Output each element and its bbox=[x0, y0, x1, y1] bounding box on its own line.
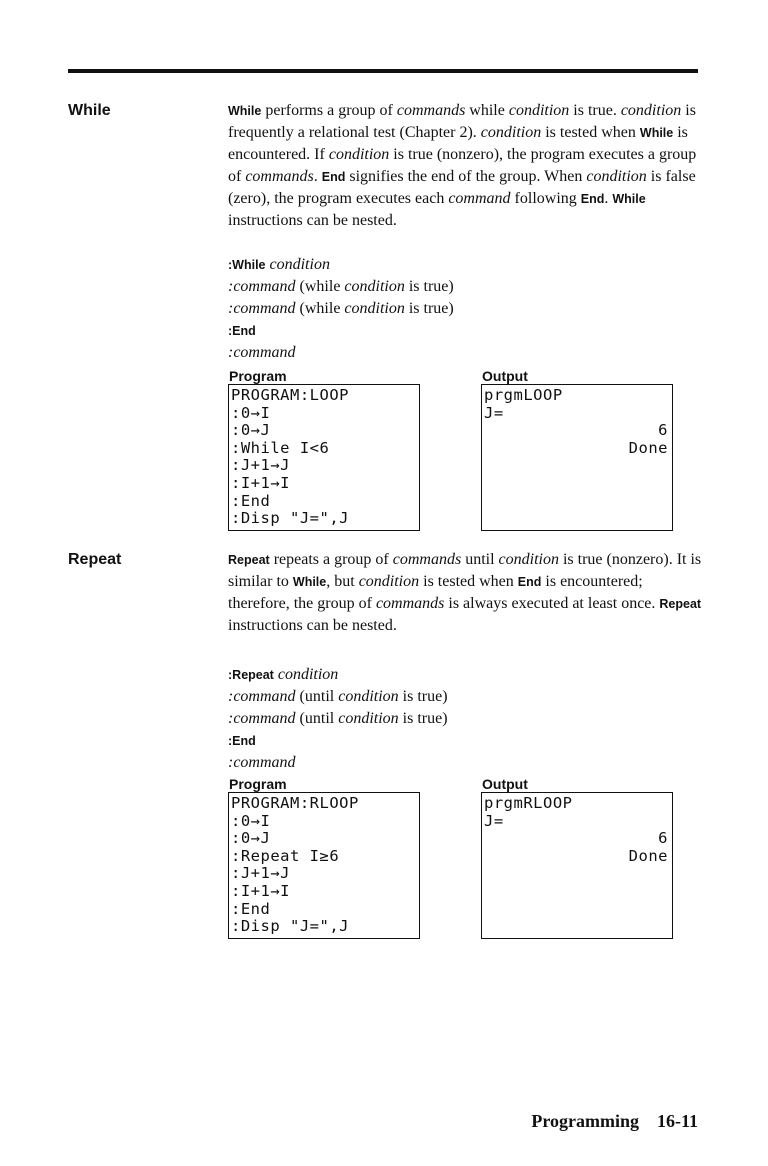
text: repeats a group of bbox=[269, 551, 393, 568]
text: following bbox=[510, 190, 581, 207]
var-commands: commands bbox=[392, 551, 462, 568]
kw-end: :End bbox=[228, 734, 256, 748]
text: signifies the end of the group. When bbox=[345, 168, 587, 185]
program-screen bbox=[228, 792, 420, 939]
screen-line: :Disp "J=",J bbox=[231, 509, 349, 528]
text: is true) bbox=[398, 710, 448, 727]
screen-line: J= bbox=[484, 811, 504, 830]
screen-line: :While I<6 bbox=[231, 438, 330, 457]
syntax-line bbox=[228, 686, 688, 708]
var-condition: condition bbox=[344, 300, 405, 317]
repeat-heading: Repeat bbox=[68, 551, 122, 568]
output-label: Output bbox=[482, 776, 528, 792]
kw-end: End bbox=[517, 575, 542, 589]
screen-line: :0→I bbox=[231, 811, 271, 830]
text: performs a group of bbox=[261, 102, 397, 119]
var-condition: condition bbox=[344, 278, 405, 295]
program-screen bbox=[228, 384, 420, 531]
screen-line: PROGRAM:RLOOP bbox=[231, 794, 359, 812]
var-condition: condition bbox=[269, 256, 330, 273]
output-screen bbox=[481, 384, 673, 531]
var-condition: condition bbox=[277, 666, 339, 683]
var-condition: condition bbox=[338, 710, 399, 727]
screen-line: :I+1→I bbox=[231, 473, 290, 492]
screen-line: Done bbox=[628, 438, 668, 457]
var-condition: condition bbox=[586, 168, 647, 185]
syntax-line bbox=[228, 730, 688, 752]
var-commands: commands bbox=[245, 168, 314, 185]
var-condition: condition bbox=[480, 124, 542, 141]
kw-end: End bbox=[580, 192, 605, 206]
while-description bbox=[228, 100, 706, 232]
screen-line: prgmLOOP bbox=[484, 386, 563, 404]
text: is false (zero), the program executes each bbox=[228, 168, 696, 207]
text: (while bbox=[295, 300, 345, 317]
var-condition: condition bbox=[498, 551, 559, 568]
screen-line: :Repeat I≥6 bbox=[231, 846, 340, 865]
text: is encountered. If bbox=[228, 124, 688, 163]
program-label: Program bbox=[229, 368, 287, 384]
text: is encountered; therefore, the group of bbox=[228, 573, 643, 612]
var-command: :command bbox=[228, 710, 296, 727]
text: is always executed at least once. bbox=[444, 595, 660, 612]
kw-end: :End bbox=[228, 324, 256, 338]
text: (until bbox=[295, 688, 339, 705]
kw-repeat: Repeat bbox=[659, 597, 702, 611]
screen-line: Done bbox=[628, 846, 668, 865]
var-command: :command bbox=[228, 300, 296, 317]
output-label: Output bbox=[482, 368, 528, 384]
var-command: :command bbox=[228, 344, 296, 361]
text: (until bbox=[295, 710, 339, 727]
kw-while: :While bbox=[228, 258, 266, 272]
var-command: command bbox=[448, 190, 511, 207]
text: . bbox=[313, 168, 322, 185]
text: , but bbox=[326, 573, 359, 590]
syntax-line bbox=[228, 254, 688, 276]
var-commands: commands bbox=[375, 595, 445, 612]
var-command: :command bbox=[228, 754, 296, 771]
screen-line: :0→J bbox=[231, 421, 271, 440]
syntax-line bbox=[228, 752, 688, 774]
screen-line: :Disp "J=",J bbox=[231, 917, 349, 936]
text: is true) bbox=[398, 688, 448, 705]
screen-line: :J+1→J bbox=[231, 456, 290, 475]
text: is true (nonzero), the program executes a group of bbox=[228, 146, 697, 185]
screen-line: :End bbox=[231, 899, 271, 918]
kw-while: While bbox=[639, 126, 674, 140]
repeat-syntax bbox=[228, 664, 688, 774]
text: is true) bbox=[404, 300, 454, 317]
footer-chapter: Programming bbox=[531, 1111, 639, 1131]
screen-line: J= bbox=[484, 403, 504, 422]
var-condition: condition bbox=[328, 146, 390, 163]
kw-while: While bbox=[292, 575, 327, 589]
kw-while: While bbox=[612, 192, 646, 206]
repeat-description bbox=[228, 549, 706, 637]
program-label: Program bbox=[229, 776, 287, 792]
while-syntax bbox=[228, 254, 688, 364]
kw-repeat: Repeat bbox=[228, 553, 270, 567]
while-heading: While bbox=[68, 102, 111, 119]
var-command: :command bbox=[228, 688, 296, 705]
screen-line: 6 bbox=[658, 421, 668, 440]
text: is true (nonzero). It is similar to bbox=[228, 551, 702, 590]
screen-line: :0→J bbox=[231, 829, 271, 848]
syntax-line bbox=[228, 276, 688, 298]
text: is tested when bbox=[541, 124, 640, 141]
text: is tested when bbox=[419, 573, 518, 590]
syntax-line bbox=[228, 320, 688, 342]
text: is true. bbox=[569, 102, 621, 119]
screen-line: :End bbox=[231, 491, 271, 510]
syntax-line bbox=[228, 708, 688, 730]
var-condition: condition bbox=[620, 102, 682, 119]
var-condition: condition bbox=[338, 688, 399, 705]
var-commands: commands bbox=[396, 102, 466, 119]
screen-line: 6 bbox=[658, 829, 668, 848]
screen-line: :I+1→I bbox=[231, 881, 290, 900]
syntax-line bbox=[228, 664, 688, 686]
screen-line: PROGRAM:LOOP bbox=[231, 386, 349, 404]
text: instructions can be nested. bbox=[228, 212, 397, 229]
footer-page-number: 16-11 bbox=[656, 1111, 698, 1131]
screen-line: prgmRLOOP bbox=[484, 794, 573, 812]
screen-line: :J+1→J bbox=[231, 864, 290, 883]
text: . bbox=[604, 190, 613, 207]
kw-end: End bbox=[321, 170, 346, 184]
var-command: :command bbox=[228, 278, 296, 295]
syntax-line bbox=[228, 298, 688, 320]
kw-while: While bbox=[228, 104, 262, 118]
output-screen bbox=[481, 792, 673, 939]
top-rule bbox=[68, 69, 698, 73]
text: while bbox=[465, 102, 509, 119]
var-condition: condition bbox=[508, 102, 570, 119]
screen-line: :0→I bbox=[231, 403, 271, 422]
syntax-line bbox=[228, 342, 688, 364]
text: is true) bbox=[404, 278, 454, 295]
text: until bbox=[461, 551, 499, 568]
text: is frequently a relational test (Chapter 2). bbox=[228, 102, 696, 141]
text: instructions can be nested. bbox=[228, 617, 397, 634]
kw-repeat: :Repeat bbox=[228, 668, 274, 682]
page-footer bbox=[531, 1111, 698, 1132]
text: (while bbox=[295, 278, 345, 295]
var-condition: condition bbox=[358, 573, 420, 590]
